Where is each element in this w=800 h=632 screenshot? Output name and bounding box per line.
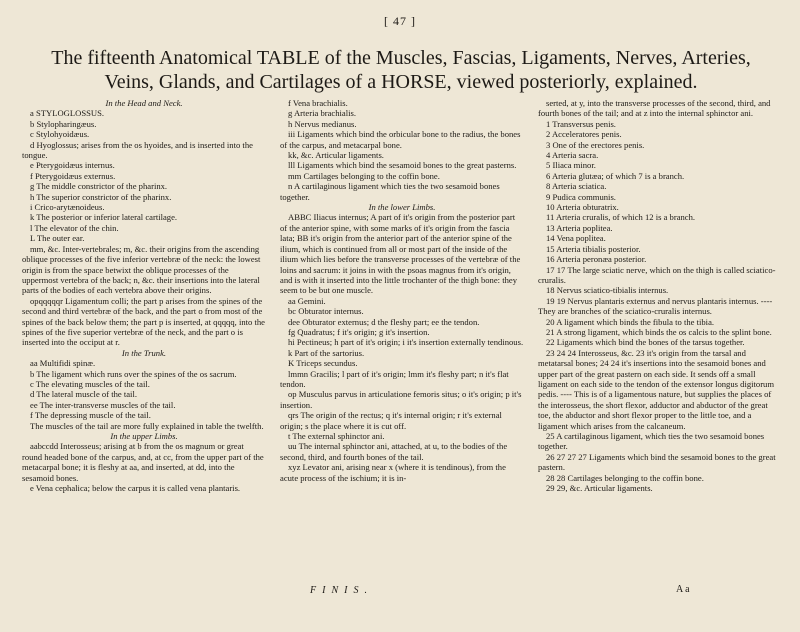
entry-paragraph: 3 One of the erectores penis. [546, 139, 645, 150]
entry-paragraph: ee The inter-transverse muscles of the tail. [30, 399, 176, 410]
entry-paragraph: g Arteria brachialis. [288, 108, 357, 119]
entry-paragraph: opqqqqqr Ligamentum colli; the part p arises from the spines of the second and third vertebræ of the back, and the part o from most of the spines of the back below them; the part p is inserted, at qqqqq, into the spines of the five superior vertebræ of the neck, and the part o is inserted into the occiput at r. [22, 295, 265, 348]
entry-paragraph: 5 Iliaca minor. [546, 160, 596, 171]
entry-paragraph: a STYLOGLOSSUS. [30, 108, 105, 119]
entry-paragraph: 19 19 Nervus plantaris externus and nervus plantaris internus. ---- They are branches of the sciatico-cruralis internus. [538, 295, 773, 317]
entry-paragraph: 25 A cartilaginous ligament, which ties the two sesamoid bones together. [538, 431, 765, 452]
entry-paragraph: K Triceps secundus. [288, 358, 358, 369]
page-title: The fifteenth Anatomical TABLE of the Muscles, Fascias, Ligaments, Nerves, Arteries, Veins, Glands, and Cartilages of a HORSE, viewed posteriorly, explained. [51, 47, 751, 93]
entry-paragraph: lll Ligaments which bind the sesamoid bones to the great pasterns. [288, 160, 517, 171]
entry-paragraph: 15 Arteria tibialis posterior. [546, 243, 641, 254]
entry-paragraph: e Pterygoidæus internus. [30, 160, 115, 171]
entry-paragraph: 29 29, &c. Articular ligaments. [546, 483, 653, 494]
entry-paragraph: 6 Arteria glutæa; of which 7 is a branch. [546, 170, 685, 181]
finis-text: FINIS. [310, 585, 373, 596]
entry-paragraph: uu The internal sphinctor ani, attached, at u, to the bodies of the second, third, and fourth bones of the tail. [280, 441, 508, 462]
entry-paragraph: 11 Arteria cruralis, of which 12 is a branch. [546, 212, 696, 223]
entry-paragraph: 28 28 Cartilages belonging to the coffin bone. [546, 472, 704, 483]
signature-mark: A a [676, 584, 690, 595]
entry-paragraph: 16 Arteria peronæa posterior. [546, 254, 647, 265]
entry-paragraph: serted, at y, into the transverse processes of the second, third, and fourth bones of the tail; and at z into the internal sphinctor ani. [538, 98, 771, 119]
entry-paragraph: f Vena brachialis. [288, 98, 348, 108]
column-right [538, 98, 782, 603]
entry-paragraph: 1 Transversus penis. [546, 118, 616, 129]
entry-paragraph: t The external sphinctor ani. [288, 431, 385, 441]
entry-paragraph: 9 Pudica communis. [546, 191, 616, 202]
entry-paragraph: 14 Vena poplitea. [546, 233, 606, 244]
entry-paragraph: c Stylohyoidæus. [30, 129, 90, 140]
entry-paragraph: i Crico-arytænoideus. [30, 202, 105, 213]
entry-paragraph: n A cartilaginous ligament which ties the two sesamoid bones together. [280, 181, 500, 202]
entry-paragraph: fg Quadratus; f it's origin; g it's insertion. [288, 326, 430, 337]
entry-paragraph: 4 Arteria sacra. [546, 150, 599, 161]
entry-paragraph: k Part of the sartorius. [288, 347, 365, 358]
entry-paragraph: L The outer ear. [30, 233, 85, 244]
section-heading: In the lower Limbs. [368, 202, 436, 213]
entry-paragraph: dee Obturator externus; d the fleshy part; ee the tendon. [288, 316, 480, 327]
entry-paragraph: 26 27 27 27 Ligaments which bind the sesamoid bones to the great pastern. [538, 451, 776, 473]
entry-paragraph: 18 Nervus sciatico-tibialis internus. [546, 285, 669, 296]
entry-paragraph: d The lateral muscle of the tail. [30, 389, 137, 400]
entry-paragraph: h The superior constrictor of the pharinx. [30, 191, 172, 202]
entry-paragraph: f Pterygoidæus externus. [30, 170, 116, 181]
entry-paragraph: qrs The origin of the rectus; q it's internal origin; r it's external origin; s the place where it is cut off. [280, 410, 502, 431]
entry-paragraph: kk, &c. Articular ligaments. [288, 150, 384, 161]
entry-paragraph: e Vena cephalica; below the carpus it is called vena plantaris. [30, 483, 241, 494]
entry-paragraph: c The elevating muscles of the tail. [30, 378, 150, 389]
entry-paragraph: b The ligament which runs over the spines of the os sacrum. [30, 368, 237, 379]
entry-paragraph: 8 Arteria sciatica. [546, 181, 607, 192]
entry-paragraph: aabccdd Interosseus; arising at b from the os magnum or great round headed bone of the carpus, and, at cc, from the upper part of the metacarpal bone; it is fleshy at aa, and inserted, at dd, into the sesamoid bones. [22, 441, 264, 483]
column-middle [280, 98, 524, 603]
entry-paragraph: op Musculus parvus in articulatione femoris situs; o it's origin; p it's insertion. [280, 389, 522, 410]
entry-paragraph: hi Pectineus; h part of it's origin; i it's insertion externally tendinous. [288, 337, 524, 348]
entry-paragraph: aa Multifidi spinæ. [30, 358, 96, 369]
entry-paragraph: 23 24 24 Interosseus, &c. 23 it's origin from the tarsal and metatarsal bones; 24 24 it's insertions into the sesamoid bones and upper part of the great pastern on each side. It sends off a small ligament on each side to the tendon of the extensor longus digitorum pedis. ---- This is of a ligamentous nature, but supplies the places of the interosseus, the short flexor, adductor and abductor of the great toe, the abductor and short flexor proper to the little toe, and a ligament which arises from the calcaneum. [538, 347, 775, 431]
entry-paragraph: 10 Arteria obturatrix. [546, 202, 619, 213]
section-heading: In the Head and Neck. [105, 98, 183, 108]
text-columns [22, 98, 782, 603]
entry-paragraph: k The posterior or inferior lateral cartilage. [30, 212, 178, 223]
entry-paragraph: mm, &c. Inter-vertebrales; m, &c. their origins from the ascending oblique processes of the five inferior vertebræ of the neck: the lowest origin is from the space betwixt the oblique processes of the uppermost vertebra of the back; n, &c. their insertions into the lateral parts of the bodies of each vertebra above their origins. [22, 243, 261, 296]
entry-paragraph: f The depressing muscle of the tail. [30, 410, 151, 421]
entry-paragraph: l The elevator of the chin. [30, 222, 119, 233]
entry-paragraph: xyz Levator ani, arising near x (where it is tendinous), from the acute process of the ischium; it is in- [280, 462, 506, 483]
entry-paragraph: mm Cartilages belonging to the coffin bone. [288, 170, 440, 181]
entry-paragraph: d Hyoglossus; arises from the os hyoides, and is inserted into the tongue. [22, 139, 253, 161]
entry-paragraph: 22 Ligaments which bind the bones of the tarsus together. [546, 337, 745, 348]
entry-paragraph: 17 17 The large sciatic nerve, which on the thigh is called sciatico-cruralis. [538, 264, 776, 285]
entry-paragraph: h Nervus medianus. [288, 118, 357, 129]
entry-paragraph: bc Obturator internus. [288, 306, 364, 317]
page-number: [ 47 ] [384, 14, 416, 28]
entry-paragraph: aa Gemini. [288, 295, 326, 306]
entry-paragraph: 21 A strong ligament, which binds the os calcis to the splint bone. [546, 326, 772, 337]
entry-paragraph: b Stylopharingæus. [30, 118, 97, 129]
entry-paragraph: g The middle constrictor of the pharinx. [30, 181, 168, 192]
entry-paragraph: The muscles of the tail are more fully explained in table the twelfth. [30, 420, 264, 431]
section-heading: In the Trunk. [121, 347, 167, 358]
entry-paragraph: lmmn Gracilis; l part of it's origin; lmm it's fleshy part; n it's flat tendon. [280, 368, 509, 389]
section-heading: In the upper Limbs. [110, 431, 178, 441]
entry-paragraph: ABBC Iliacus internus; A part of it's origin from the posterior part of the anterior spine, with some marks of it's origin from the fascia lata; BB it's origin from the anterior part of the anterior spine of the ilium, which is continued from all or most part of the inside of the ilium which lies before the transverse processes of the vertebræ of the loins and sacrum: it joins in with the psoas magnus from it's origin, and is with it inserted into the little trochanter of the thigh bone: they seem to be but one muscle. [280, 212, 521, 296]
entry-paragraph: 13 Arteria poplitea. [546, 222, 613, 233]
entry-paragraph: 2 Acceleratores penis. [546, 129, 622, 140]
entry-paragraph: 20 A ligament which binds the fibula to the tibia. [546, 316, 715, 327]
entry-paragraph: iii Ligaments which bind the orbicular bone to the radius, the bones of the carpus, and metacarpal bone. [280, 129, 521, 150]
column-left [22, 98, 266, 603]
